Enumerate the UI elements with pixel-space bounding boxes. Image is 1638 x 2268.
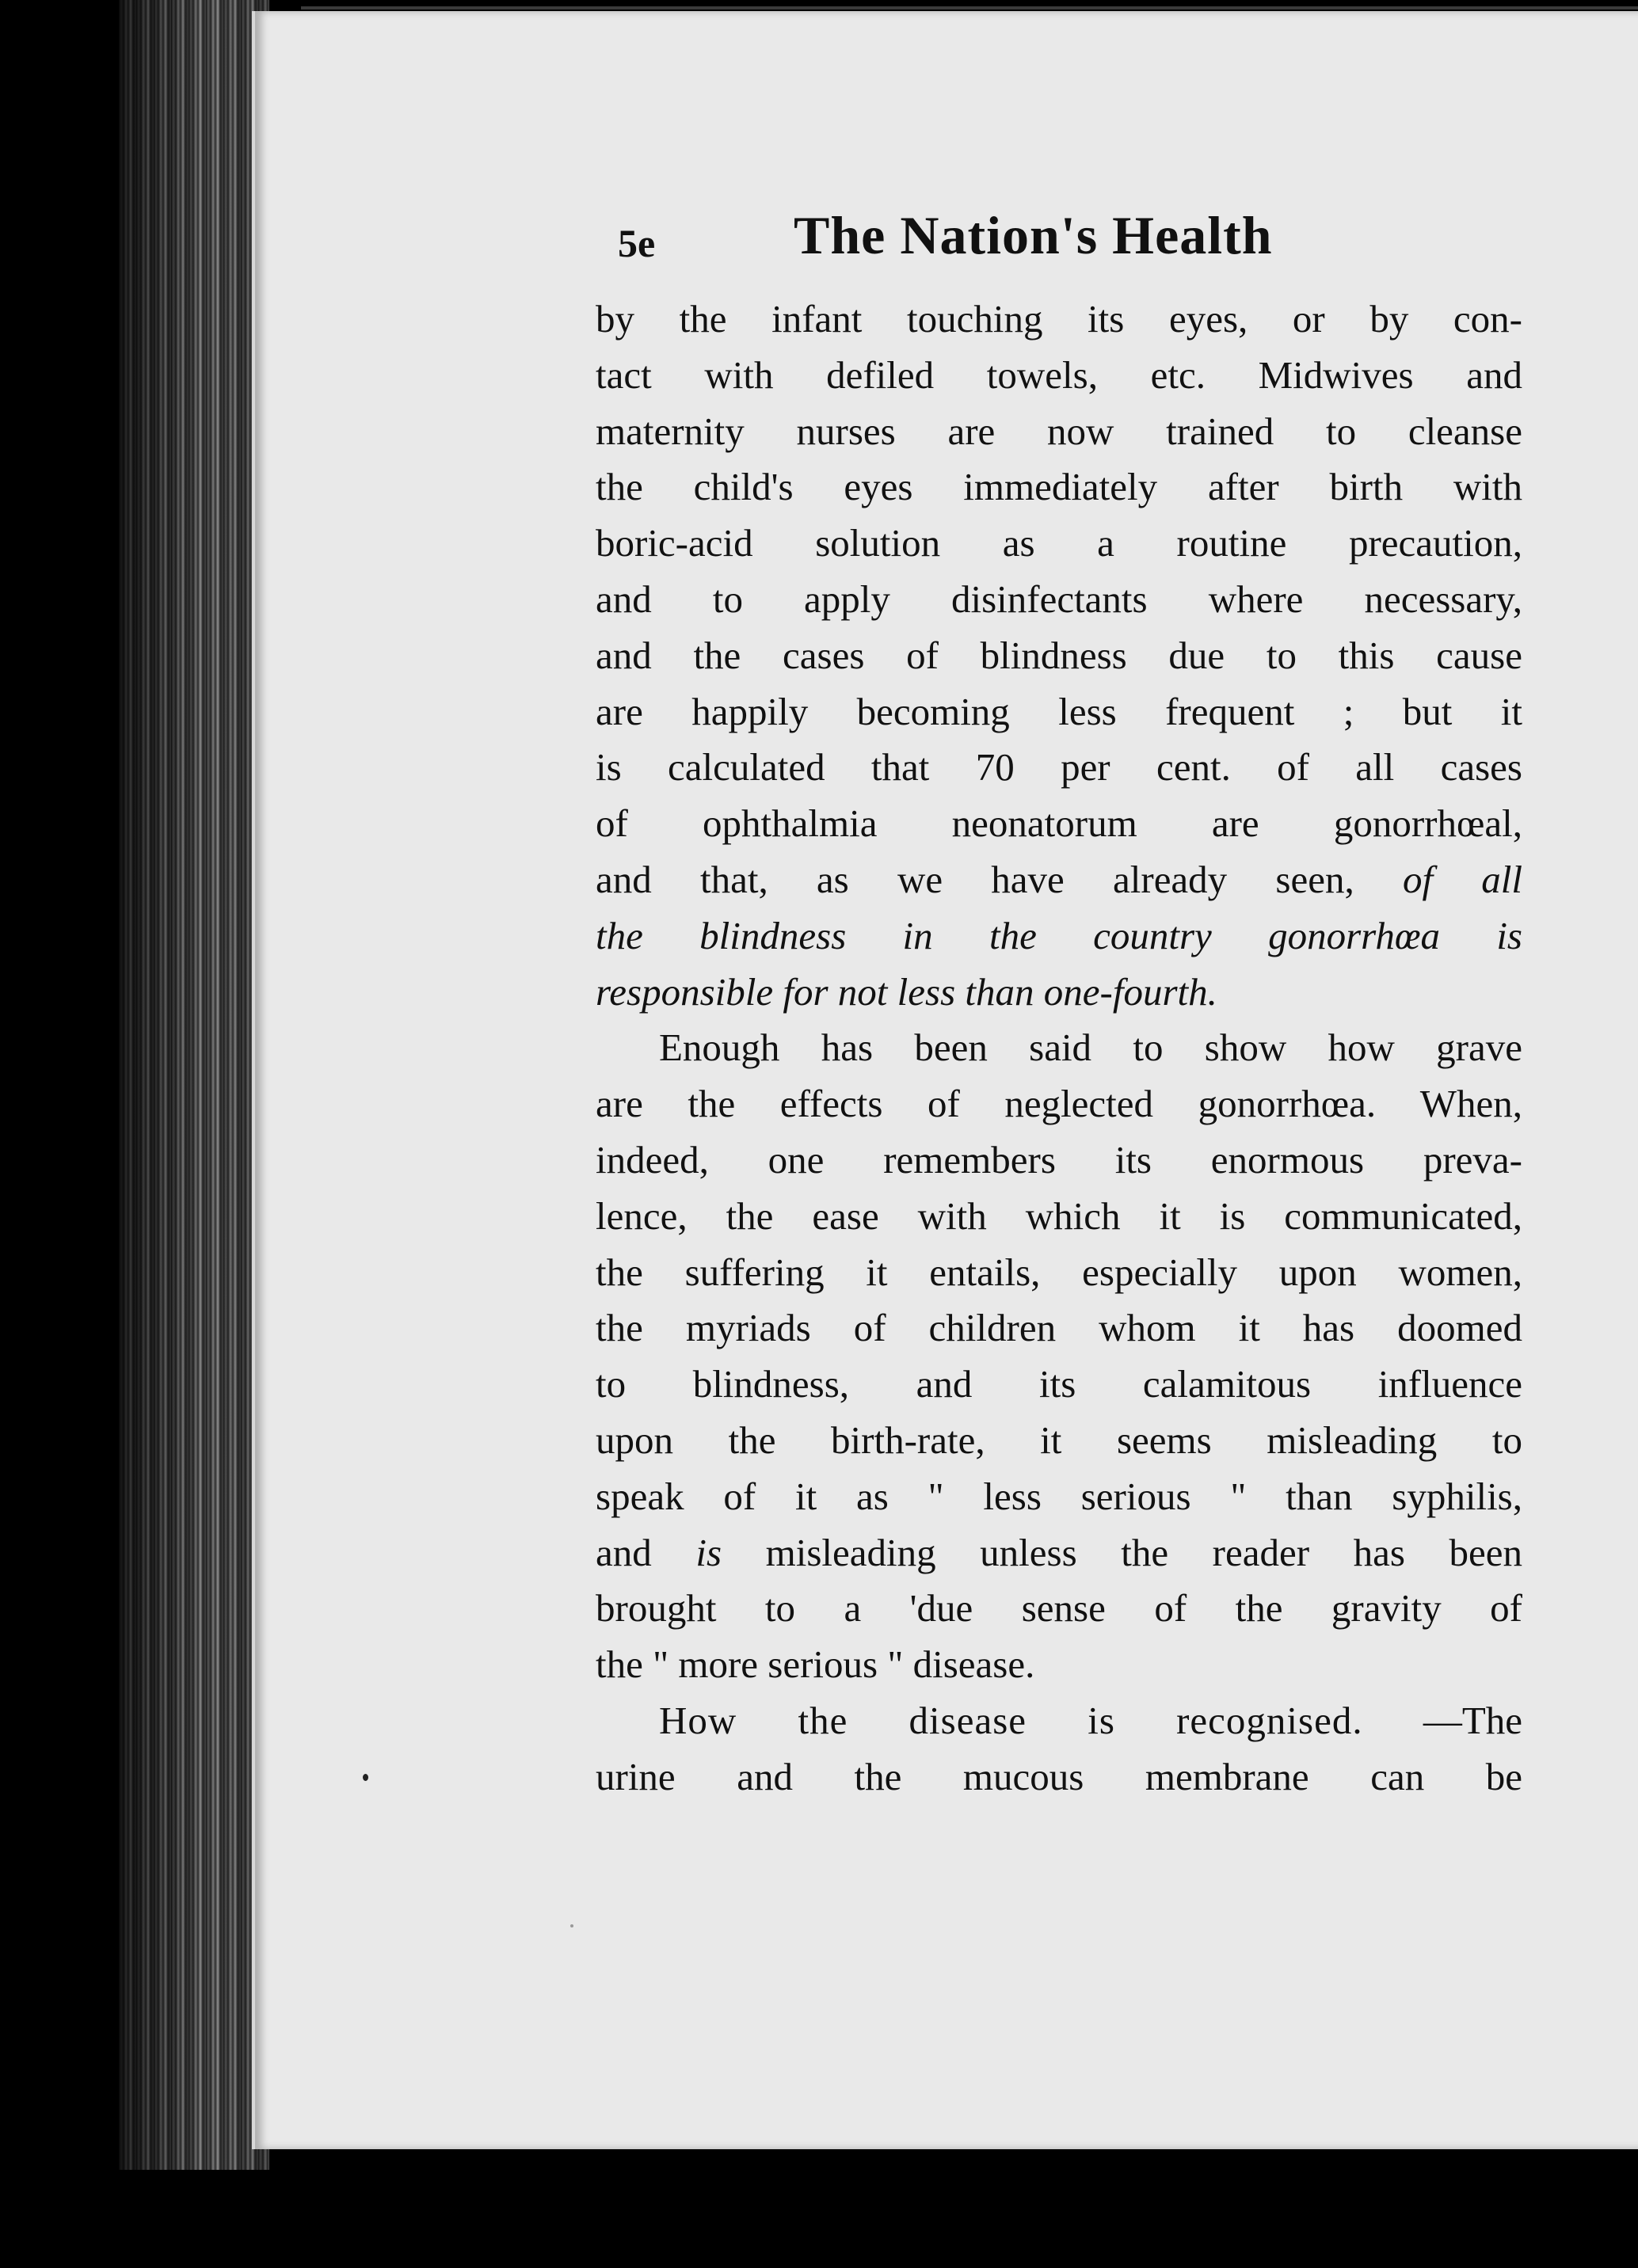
italic-line: the blindness in the country gonorrhœa is [596, 913, 1522, 957]
italic-run: is [695, 1530, 722, 1574]
section-heading: How the disease is recognised. [659, 1698, 1363, 1742]
text-run: and [596, 1530, 652, 1574]
text-line: Enough has been said to show how grave [659, 1026, 1522, 1070]
italic-run: of all [1402, 857, 1522, 901]
text-line: upon the birth-rate, it seems misleading to [596, 1418, 1522, 1462]
text-line: urine and the mucous membrane can be [596, 1754, 1522, 1798]
paragraph-1 [596, 291, 1522, 1020]
text-run: misleading unless the reader has been [765, 1530, 1523, 1574]
text-line: lence, the ease with which it is communicated, [596, 1193, 1522, 1238]
text-line: and to apply disinfectants where necessary, [596, 577, 1522, 621]
text-line-mixed [596, 1525, 1522, 1581]
italic-line: responsible for not less than one-fourth. [596, 969, 1217, 1014]
text-line: tact with defiled towels, etc. Midwives and [596, 352, 1522, 397]
text-line: and the cases of blindness due to this cause [596, 633, 1522, 677]
paragraph-2 [596, 1020, 1522, 1693]
text-line: indeed, one remembers its enormous preva- [596, 1137, 1522, 1182]
page-number: 5e [618, 221, 656, 265]
text-line: the " more serious " disease. [596, 1642, 1035, 1687]
text-line: the child's eyes immediately after birth with [596, 465, 1522, 509]
text-line: of ophthalmia neonatorum are gonorrhœal, [596, 801, 1522, 846]
text-line: speak of it as " less serious " than syphilis, [596, 1474, 1522, 1518]
dust-speck [570, 1924, 573, 1927]
paragraph-3 [596, 1693, 1522, 1806]
dust-speck [363, 1774, 368, 1781]
text-line: by the infant touching its eyes, or by con- [596, 297, 1522, 341]
text-line: the myriads of children whom it has doomed [596, 1306, 1522, 1350]
text-run: and that, as we have already seen, [596, 857, 1354, 901]
text-run: —The [1423, 1698, 1523, 1742]
text-line: is calculated that 70 per cent. of all cases [596, 745, 1522, 790]
running-header [596, 207, 1522, 284]
text-line: the suffering it entails, especially upon women, [596, 1250, 1522, 1294]
text-line: are the effects of neglected gonorrhœa. When, [596, 1082, 1522, 1126]
text-line-mixed [596, 1693, 1522, 1749]
text-line: maternity nurses are now trained to cleanse [596, 409, 1522, 453]
text-line: to blindness, and its calamitous influence [596, 1362, 1522, 1406]
text-line-mixed [596, 852, 1522, 908]
text-block [596, 207, 1522, 1806]
page-top-edge [301, 6, 1638, 10]
page-edges-shadow [119, 0, 269, 2170]
text-line: brought to a 'due sense of the gravity of [596, 1586, 1522, 1631]
text-line: are happily becoming less frequent ; but it [596, 689, 1522, 733]
running-title: The Nation's Health [794, 205, 1273, 265]
text-line: boric-acid solution as a routine precaution, [596, 521, 1522, 565]
